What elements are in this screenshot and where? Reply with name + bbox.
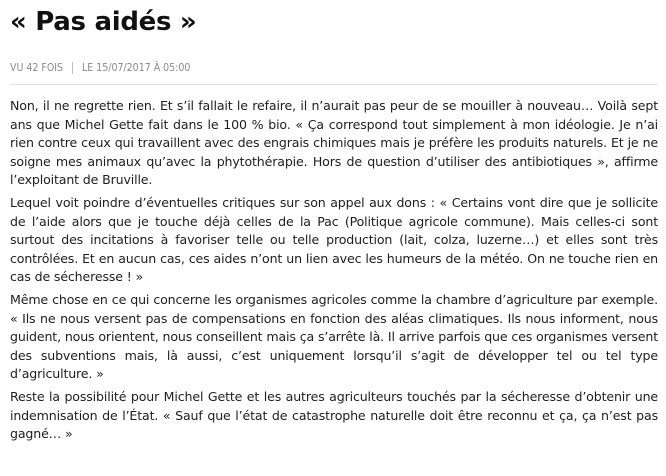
article-paragraph: Lequel voit poindre d’éventuelles critiques sur son appel aux dons : « Certains vont dire que je sollicite de l’aide alors que je touche déjà celles de la Pac (Politique agricole commune). Mais celles-ci sont surtout des incitations à favoriser telle ou telle production (lait, colza, luzerne…) et elles sont très contrôlées. Et en aucun cas, ces aides n’ont un lien avec les humeurs de la météo. On ne touche rien en cas de sécheresse ! »: [10, 194, 658, 285]
article-meta: [10, 60, 658, 76]
meta-rule: [10, 84, 658, 85]
view-count: VU 42 FOIS: [10, 62, 64, 74]
article-paragraph: Même chose en ce qui concerne les organismes agricoles comme la chambre d’agriculture par exemple. « Ils ne nous versent pas de compensations en fonction des aléas climatiques. Ils nous informent, nous guident, nous orientent, nous conseillent mais ça s’arrête là. Il arrive parfois que ces organismes versent des subventions mais, là aussi, c’est uniquement lorsqu’il s’agit de développer tel ou tel type d’agriculture. »: [10, 291, 658, 382]
article-paragraph: Reste la possibilité pour Michel Gette et les autres agriculteurs touchés par la sécheresse d’obtenir une indemnisation de l’État. « Sauf que l’état de catastrophe naturelle doit être reconnu et ça, ça n’est pas gagné… »: [10, 388, 658, 442]
meta-divider: [72, 62, 73, 74]
article-body: [10, 97, 658, 444]
article-paragraph: Non, il ne regrette rien. Et s’il fallait le refaire, il n’aurait pas peur de se mouiller à nouveau… Voilà sept ans que Michel Gette fait dans le 100 % bio. « Ça correspond tout simplement à mon idéologie. Je n’ai rien contre ceux qui travaillent avec des engrais chimiques mais je préfère les produits naturels. Et je ne soigne mes animaux qu’avec la phytothérapie. Hors de question d’utiliser des antibiotiques », affirme l’exploitant de Bruville.: [10, 98, 658, 188]
article-title: « Pas aidés »: [10, 7, 197, 37]
publish-date: LE 15/07/2017 À 05:00: [82, 62, 191, 74]
